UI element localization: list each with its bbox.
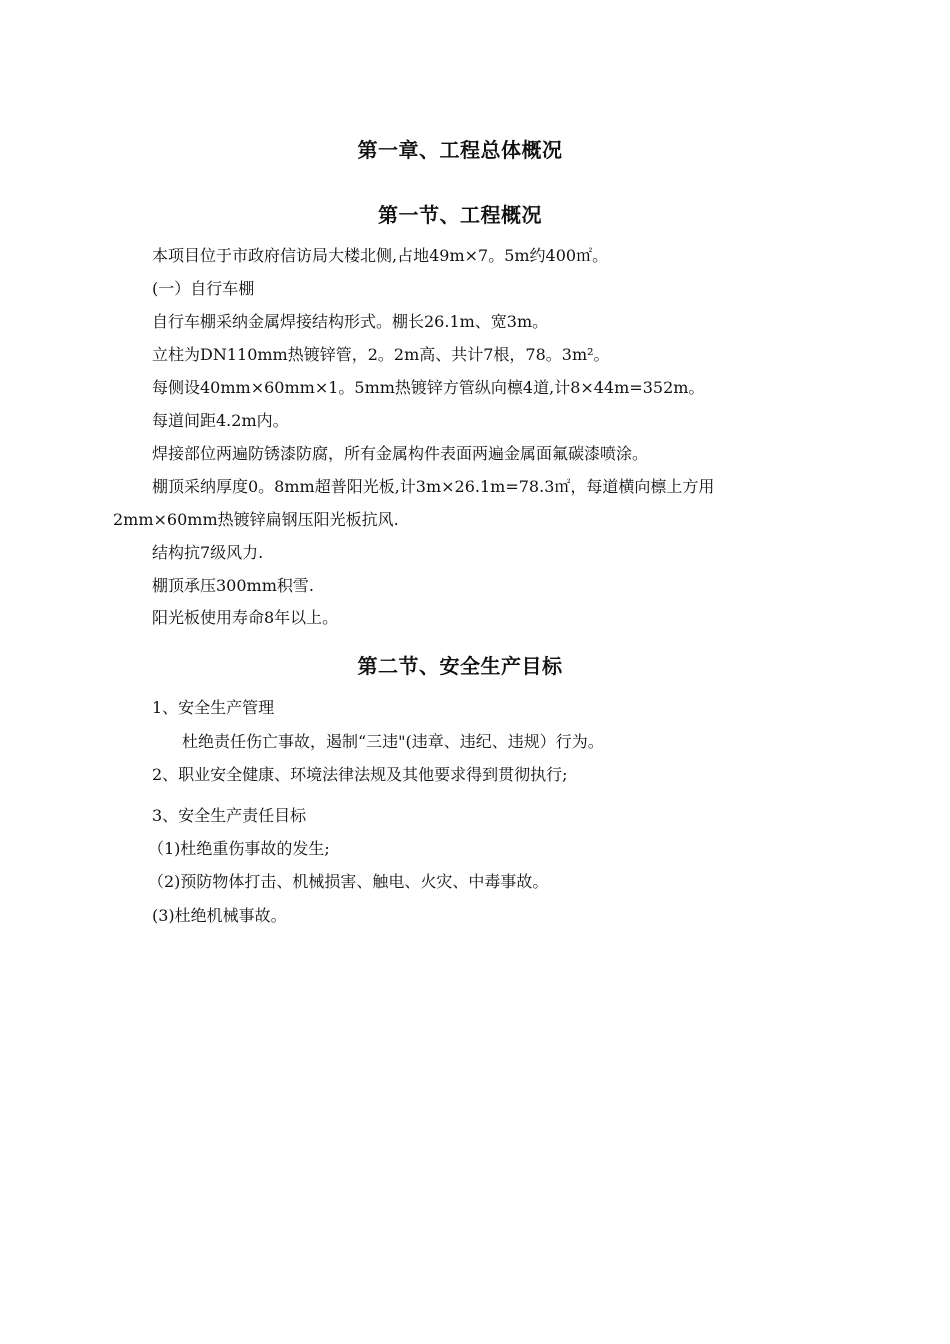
paragraph-line: 2mm×60mm热镀锌扁钢压阳光板抗风.	[113, 510, 399, 529]
list-item: （1)杜绝重伤事故的发生;	[148, 839, 330, 858]
list-item: 1、安全生产管理	[152, 698, 275, 717]
list-item: 3、安全生产责任目标	[152, 806, 307, 825]
paragraph-line: 阳光板使用寿命8年以上。	[152, 608, 339, 627]
paragraph-line: 棚顶采纳厚度0。8mm超普阳光板,计3m×26.1m=78.3㎡，每道横向檩上方用	[152, 477, 715, 496]
list-item: 2、职业安全健康、环境法律法规及其他要求得到贯彻执行;	[152, 765, 568, 784]
list-item: (3)杜绝机械事故。	[152, 906, 287, 925]
list-item: （2)预防物体打击、机械损害、触电、火灾、中毒事故。	[148, 872, 549, 891]
chapter-title: 第一章、工程总体概况	[357, 138, 563, 162]
paragraph-line: 立柱为DN110mm热镀锌管，2。2m高、共计7根，78。3m²。	[152, 345, 610, 364]
paragraph-line: 棚顶承压300mm积雪.	[152, 576, 314, 595]
paragraph-line: 自行车棚采纳金属焊接结构形式。棚长26.1m、宽3m。	[152, 312, 549, 331]
paragraph-line: 结构抗7级风力.	[152, 543, 264, 562]
paragraph-line: (一）自行车棚	[152, 279, 255, 298]
section-1-title: 第一节、工程概况	[378, 203, 542, 227]
section-2-title: 第二节、安全生产目标	[357, 654, 563, 678]
paragraph-line: 每侧设40mm×60mm×1。5mm热镀锌方管纵向檩4道,计8×44m=352m。	[152, 378, 705, 397]
paragraph-line: 每道间距4.2m内。	[152, 411, 289, 430]
paragraph-line: 本项目位于市政府信访局大楼北侧,占地49m×7。5m约400㎡。	[152, 246, 609, 265]
list-item: 杜绝责任伤亡事故，遏制“三违"(违章、违纪、违规）行为。	[182, 732, 604, 751]
paragraph-line: 焊接部位两遍防锈漆防腐，所有金属构件表面两遍金属面氟碳漆喷涂。	[152, 444, 649, 463]
